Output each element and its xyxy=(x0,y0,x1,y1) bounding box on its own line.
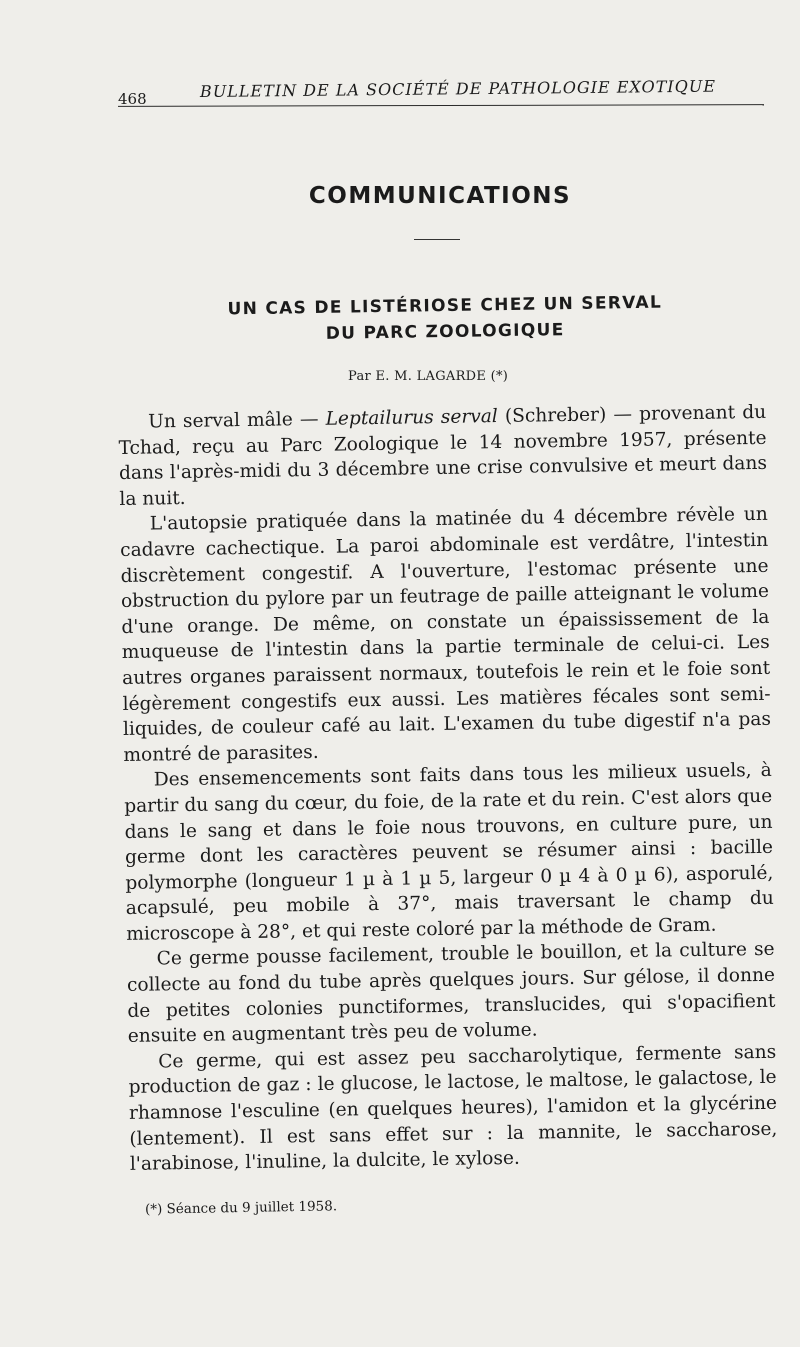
paragraph-1 xyxy=(118,400,768,513)
article-title xyxy=(190,289,701,349)
author-byline: Par E. M. LAGARDE (*) xyxy=(348,369,509,384)
journal-title: BULLETIN DE LA SOCIÉTÉ DE PATHOLOGIE EXOTIQUE xyxy=(199,76,717,101)
footnote: (*) Séance du 9 juillet 1958. xyxy=(144,1198,338,1218)
paragraph-1-start: Un serval mâle — xyxy=(148,408,326,433)
species-name: Leptailurus serval xyxy=(325,406,498,430)
section-title: COMMUNICATIONS xyxy=(308,183,572,209)
article-title-line-2: DU PARC ZOOLOGIQUE xyxy=(325,320,565,344)
paragraph-5: Ce germe, qui est assez peu saccharolytique, fermente sans production de gaz : le glucose, le lactose, le maltose, le galactose, le rhamnose l'esculine (en quelques heures), l'amidon et la glycérine (lentement). Il est sans effet sur : la mannite, le saccharose, l'arabinose, l'inuline, la dulcite, le xylose. xyxy=(128,1041,778,1176)
paragraph-3: Des ensemencements sont faits dans tous les milieux usuels, à partir du sang du cœur, du foie, de la rate et du rein. C'est alors que dans le sang et dans le foie nous trouvons, en culture pure, un germe dont les caractères peuvent se résumer ainsi : bacille polymorphe (longueur 1 µ à 1 µ 5, largeur 0 µ 4 à 0 µ 6), asporulé, acapsulé, peu mobile à 37°, mais traversant le champ du microscope à 28°, et qui reste coloré par la méthode de Gram. xyxy=(124,760,774,945)
article-body xyxy=(118,400,778,1178)
paragraph-2: L'autopsie pratiquée dans la matinée du 4 décembre révèle un cadavre cachectique. La paroi abdominale est verdâtre, l'intestin discrètement congestif. A l'ouverture, l'estomac présente une obstruction du pylore par un feutrage de paille atteignant le volume d'une orange. De même, on constate un épaississement de la muqueuse de l'intestin dans la partie terminale de celui-ci. Les autres organes paraissent normaux, toutefois le rein et le foie sont légèrement congestifs eux aussi. Les matières fécales sont semi-liquides, de couleur café au lait. L'examen du tube digestif n'a pas montré de parasites. xyxy=(120,504,772,766)
paragraph-4: Ce germe pousse facilement, trouble le bouillon, et la culture se collecte au fond du tube après quelques jours. Sur gélose, il donne de petites colonies punctiformes, translucides, qui s'opacifient ensuite en augmentant très peu de volume. xyxy=(126,939,776,1048)
title-divider xyxy=(414,239,460,240)
paragraph-1-end: (Schreber) — provenant du Tchad, reçu au Parc Zoologique le 14 novembre 1957, présente dans l'après-midi du 3 décembre une crise convulsive et meurt dans la nuit. xyxy=(118,401,768,510)
page-number: 468 xyxy=(118,90,147,108)
article-title-line-1: UN CAS DE LISTÉRIOSE CHEZ UN SERVAL xyxy=(227,292,663,320)
